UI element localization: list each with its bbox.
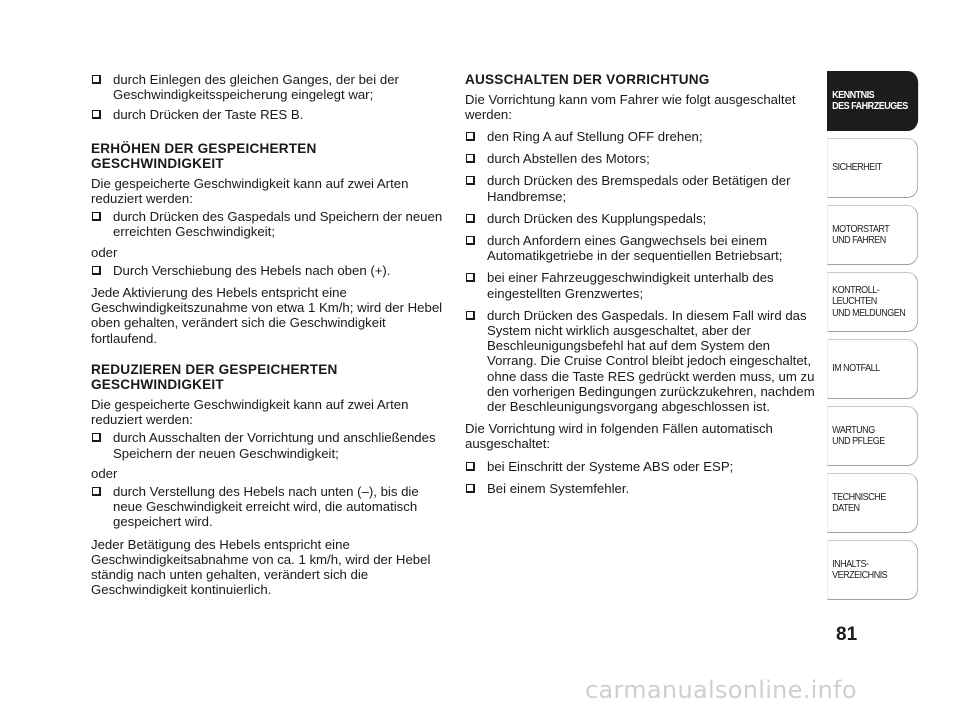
paragraph-oder: oder — [91, 465, 118, 481]
tab-technische-daten[interactable]: TECHNISCHE DATEN — [827, 473, 918, 533]
checkbox-bullet-icon — [92, 75, 101, 84]
tab-im-notfall[interactable]: IM NOTFALL — [827, 339, 918, 399]
watermark: carmanualsonline.info — [585, 676, 857, 704]
bullet-item: durch Drücken der Taste RES B. — [91, 107, 443, 122]
checkbox-bullet-icon — [466, 132, 475, 141]
bullet-item: den Ring A auf Stellung OFF drehen; — [465, 129, 819, 144]
bullet-item: durch Einlegen des gleichen Ganges, der bei der Geschwindigkeitsspeicherung eingelegt war; — [91, 72, 443, 102]
checkbox-bullet-icon — [466, 484, 475, 493]
checkbox-bullet-icon — [466, 214, 475, 223]
tab-inhaltsverzeichnis[interactable]: INHALTS- VERZEICHNIS — [827, 540, 918, 600]
bullet-item: durch Drücken des Kupplungspedals; — [465, 211, 819, 226]
bullet-item: Bei einem Systemfehler. — [465, 481, 819, 496]
checkbox-bullet-icon — [92, 110, 101, 119]
bullet-item: durch Drücken des Gaspedals. In diesem Fall wird das System nicht wirklich ausgeschaltet, aber der Beschleunigungsbefehl hat auf dem System den Vorrang. Die Cruise Control bleibt jedoch eingeschaltet, ohne dass die Taste RES gedrückt werden muss, um zu den vorherigen Bedingungen zurückzukehren, nachdem der Beschleunigungsvorgang abgeschlossen ist. — [465, 308, 819, 414]
section-heading-off: AUSSCHALTEN DER VORRICHTUNG — [465, 72, 710, 87]
paragraph: Jede Aktivierung des Hebels entspricht eine Geschwindigkeitszunahme von etwa 1 Km/h; wird der Hebel oben gehalten, verändert sich die Geschwindigkeit fortlaufend. — [91, 285, 443, 346]
tab-sicherheit[interactable]: SICHERHEIT — [827, 138, 918, 198]
checkbox-bullet-icon — [466, 176, 475, 185]
checkbox-bullet-icon — [92, 212, 101, 221]
checkbox-bullet-icon — [466, 154, 475, 163]
section-heading-reduce: REDUZIEREN DER GESPEICHERTEN GESCHWINDIGKEIT — [91, 361, 338, 393]
tab-kontrollleuchten[interactable]: KONTROLL- LEUCHTEN UND MELDUNGEN — [827, 272, 918, 332]
paragraph: Jeder Betätigung des Hebels entspricht eine Geschwindigkeitsabnahme von ca. 1 km/h, wird der Hebel ständig nach unten gehalten, verändert sich die Geschwindigkeit kontinuierlich. — [91, 536, 431, 598]
section-heading-increase: ERHÖHEN DER GESPEICHERTEN GESCHWINDIGKEIT — [91, 140, 317, 172]
checkbox-bullet-icon — [466, 311, 475, 320]
bullet-item: durch Anfordern eines Gangwechsels bei einem Automatikgetriebe in der sequentiellen Betriebsart; — [465, 233, 819, 263]
checkbox-bullet-icon — [466, 236, 475, 245]
paragraph: Die Vorrichtung kann vom Fahrer wie folgt ausgeschaltet werden: — [465, 91, 796, 122]
paragraph: Die gespeicherte Geschwindigkeit kann auf zwei Arten reduziert werden: — [91, 397, 409, 428]
bullet-item: Durch Verschiebung des Hebels nach oben (+). — [91, 263, 443, 278]
checkbox-bullet-icon — [92, 266, 101, 275]
right-column — [465, 72, 819, 503]
bullet-item: bei einer Fahrzeuggeschwindigkeit unterhalb des eingestellten Grenzwertes; — [465, 270, 819, 300]
bullet-item: durch Ausschalten der Vorrichtung und anschließendes Speichern der neuen Geschwindigkeit; — [91, 430, 443, 460]
checkbox-bullet-icon — [92, 433, 101, 442]
bullet-item: durch Drücken des Gaspedals und Speichern der neuen erreichten Geschwindigkeit; — [91, 209, 443, 239]
paragraph-oder: oder — [91, 244, 118, 260]
chapter-tabs — [827, 71, 918, 607]
bullet-item: bei Einschritt der Systeme ABS oder ESP; — [465, 459, 819, 474]
checkbox-bullet-icon — [92, 487, 101, 496]
tab-wartung-und-pflege[interactable]: WARTUNG UND PFLEGE — [827, 406, 918, 466]
tab-kenntnis-des-fahrzeuges[interactable]: KENNTNIS DES FAHRZEUGES — [827, 71, 918, 131]
left-column — [91, 72, 443, 604]
page-number: 81 — [836, 624, 858, 645]
checkbox-bullet-icon — [466, 273, 475, 282]
paragraph: Die Vorrichtung wird in folgenden Fällen automatisch ausgeschaltet: — [465, 421, 773, 452]
bullet-item: durch Verstellung des Hebels nach unten (–), bis die neue Geschwindigkeit erreicht wird, die automatisch gespeichert wird. — [91, 484, 443, 530]
bullet-item: durch Drücken des Bremspedals oder Betätigen der Handbremse; — [465, 173, 819, 203]
tab-motorstart-und-fahren[interactable]: MOTORSTART UND FAHREN — [827, 205, 918, 265]
bullet-item: durch Abstellen des Motors; — [465, 151, 819, 166]
paragraph: Die gespeicherte Geschwindigkeit kann auf zwei Arten reduziert werden: — [91, 175, 409, 206]
checkbox-bullet-icon — [466, 462, 475, 471]
